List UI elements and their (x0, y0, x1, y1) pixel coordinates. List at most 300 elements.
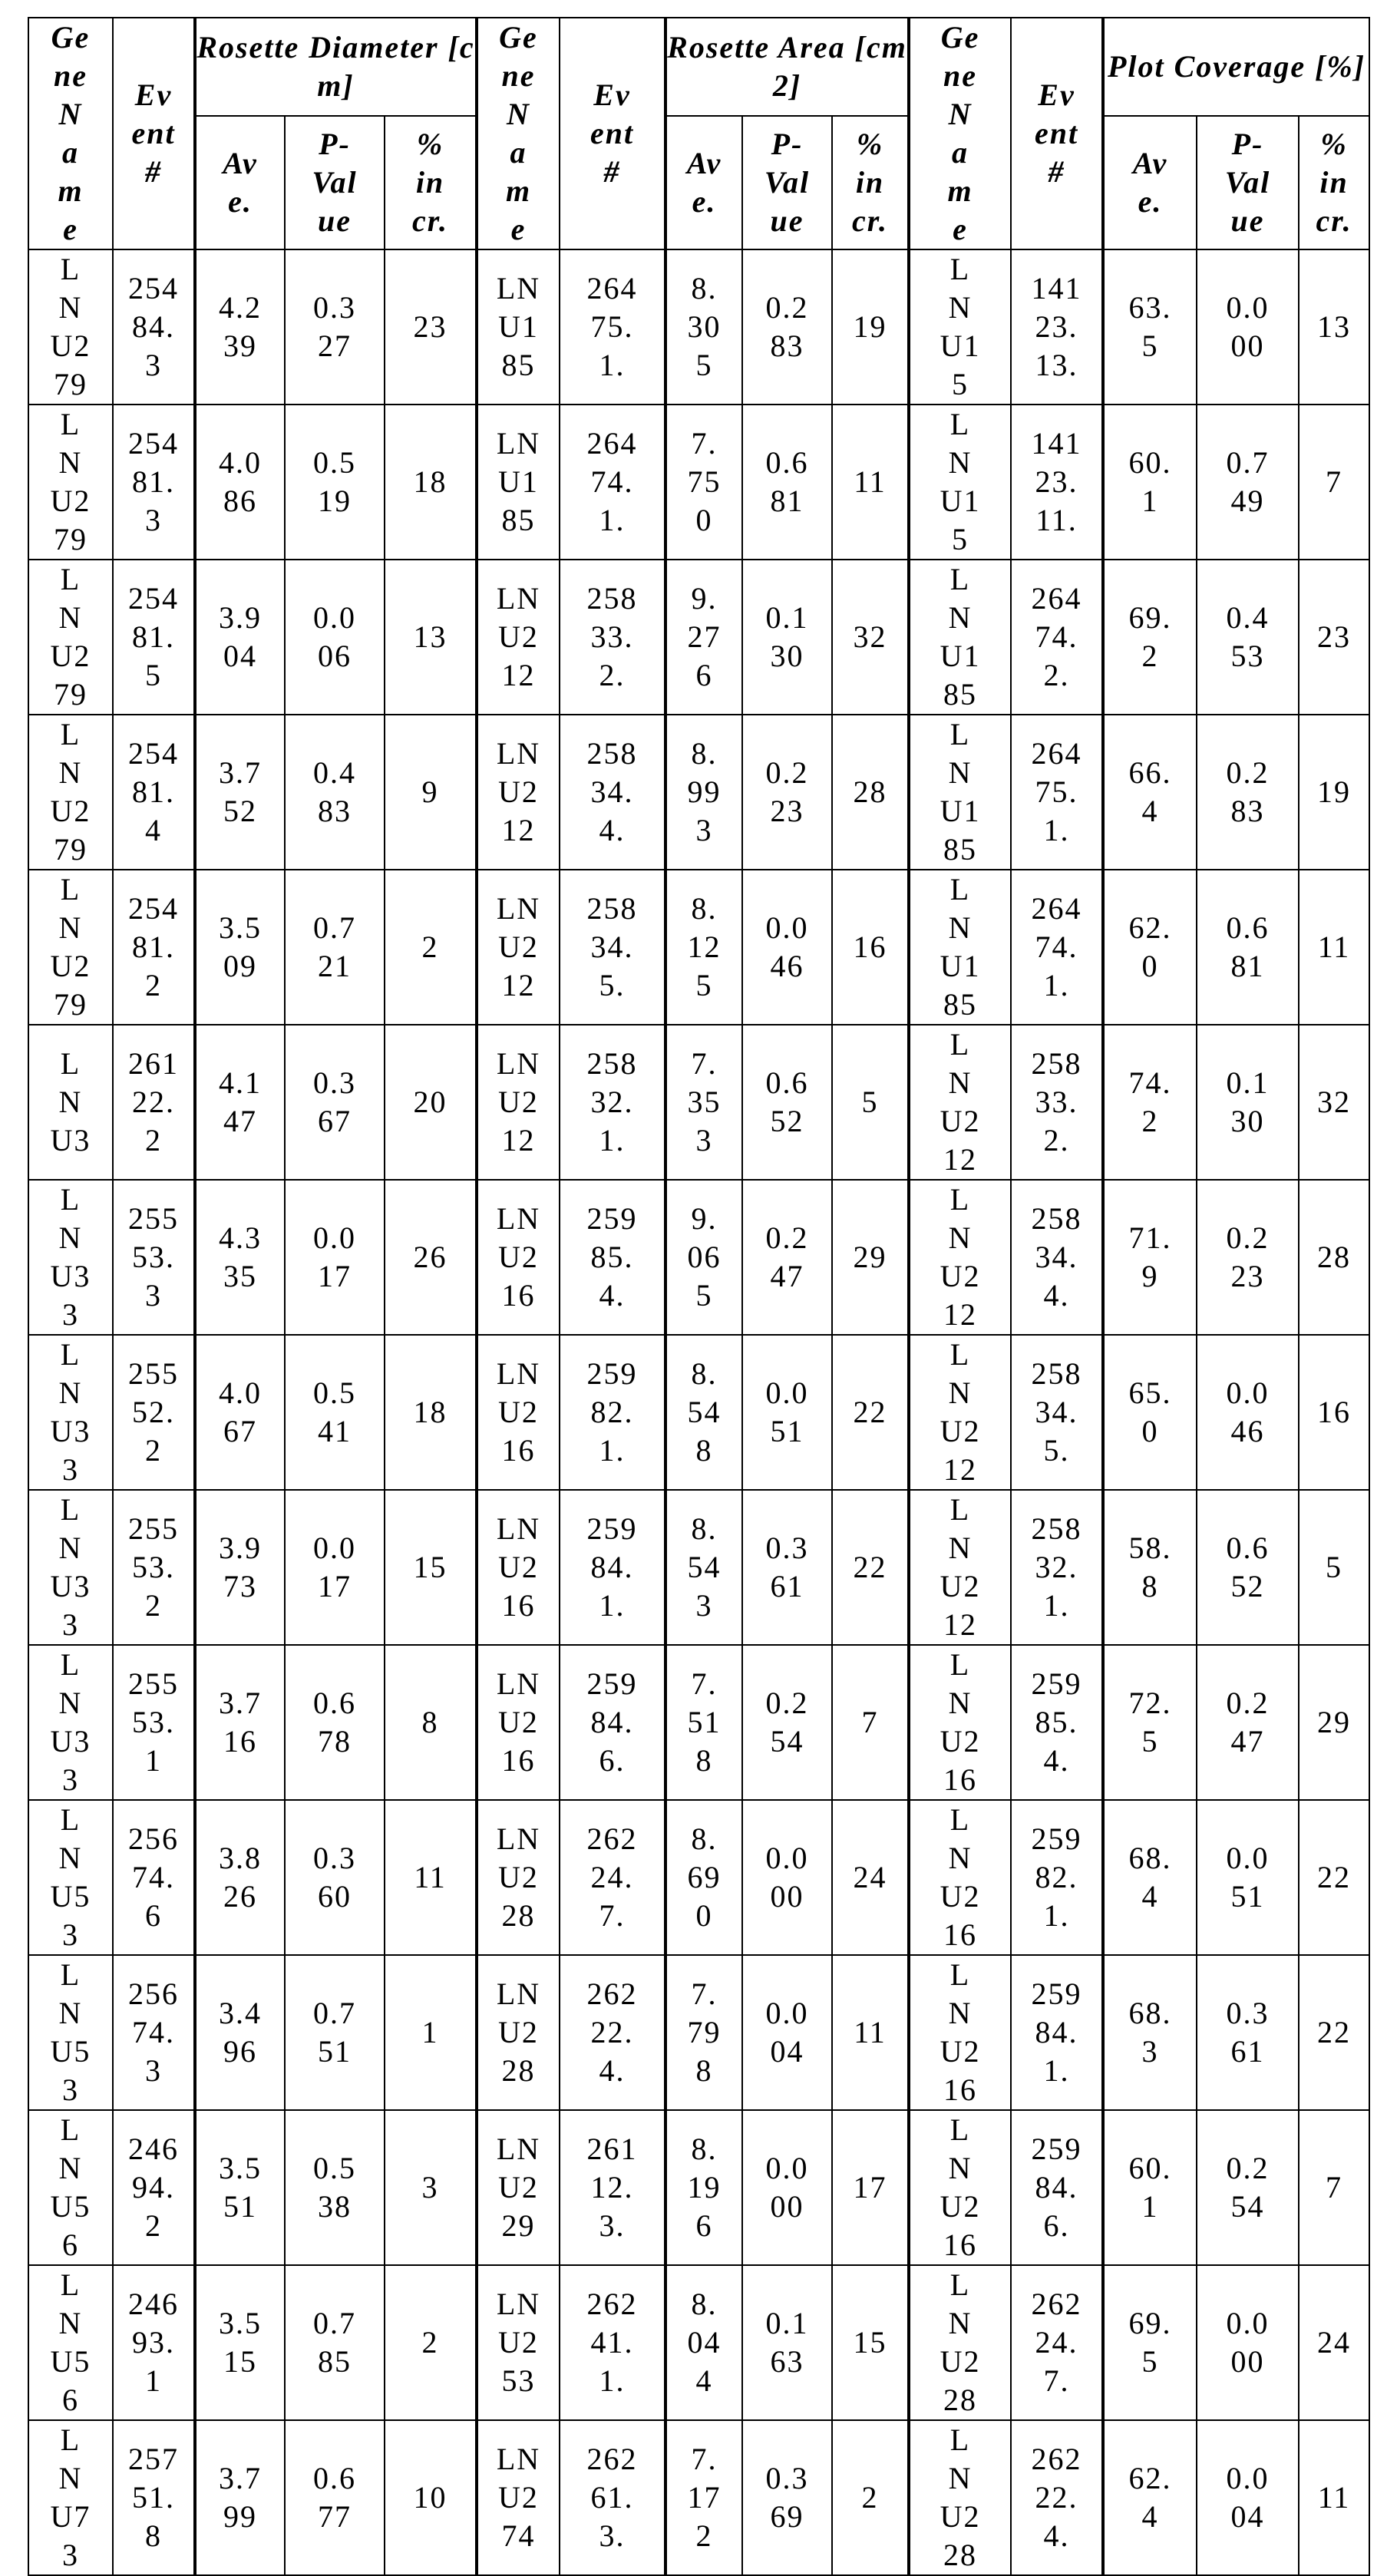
cell-pct-incr (385, 405, 477, 560)
ave-value: 66.4 (1127, 754, 1174, 831)
gene-name-value: LNU212 (491, 1045, 547, 1160)
header-gene-name (28, 18, 113, 249)
pct-incr-value: 22 (847, 1548, 893, 1587)
ave-value: 3.551 (216, 2149, 264, 2226)
ave-value: 62.0 (1127, 909, 1174, 986)
cell-gene-name (28, 1025, 113, 1180)
cell-gene-name (477, 1955, 560, 2110)
cell-event (1011, 1490, 1103, 1645)
cell-gene-name (909, 1645, 1011, 1800)
cell-p-value (1197, 1645, 1299, 1800)
cell-pct-incr (832, 1645, 909, 1800)
event-value: 25985.4. (1031, 1665, 1083, 1780)
gene-name-value: LNU212 (939, 1491, 982, 1644)
cell-gene-name (477, 2420, 560, 2575)
ave-value: 8.993 (688, 735, 722, 850)
pct-incr-value: 11 (1311, 2479, 1357, 2517)
gene-name-value: LNU279 (49, 560, 92, 714)
header-pct-incr-label: % incr. (1314, 125, 1354, 240)
cell-p-value (285, 249, 385, 405)
cell-pct-incr (1299, 2420, 1369, 2575)
event-value: 25481.4 (127, 735, 180, 850)
event-value: 26474.1. (586, 424, 639, 540)
pct-incr-value: 16 (847, 928, 893, 966)
cell-ave (195, 2420, 285, 2575)
ave-value: 7.353 (688, 1045, 722, 1160)
ave-value: 8.196 (688, 2130, 722, 2245)
gene-name-value: LNU53 (49, 1956, 92, 2109)
cell-gene-name (477, 1025, 560, 1180)
cell-p-value (1197, 2110, 1299, 2265)
p-value-value: 0.538 (306, 2149, 363, 2226)
cell-event (560, 1645, 665, 1800)
table-row (28, 2420, 1369, 2575)
cell-p-value (285, 2110, 385, 2265)
ave-value: 3.826 (216, 1839, 264, 1916)
cell-event (1011, 405, 1103, 560)
p-value-value: 0.453 (1226, 599, 1270, 675)
header-gene-name-label: Gene Name (51, 18, 91, 249)
ave-value: 4.067 (216, 1374, 264, 1451)
cell-p-value (1197, 2420, 1299, 2575)
gene-name-value: LNU33 (49, 1491, 92, 1644)
event-value: 25984.1. (586, 1510, 639, 1625)
cell-pct-incr (832, 870, 909, 1025)
cell-event (1011, 1025, 1103, 1180)
header-group-2 (1103, 18, 1369, 116)
event-value: 25553.2 (127, 1510, 180, 1625)
cell-ave (1103, 1490, 1197, 1645)
p-value-value: 0.046 (765, 909, 810, 986)
p-value-value: 0.000 (1226, 2304, 1270, 2381)
header-p-value-label: P-Value (1224, 125, 1273, 240)
pct-incr-value: 13 (1311, 308, 1357, 346)
cell-gene-name (28, 2265, 113, 2420)
cell-p-value (742, 1490, 832, 1645)
cell-p-value (742, 1335, 832, 1490)
pct-incr-value: 32 (1311, 1083, 1357, 1121)
event-value: 14123.11. (1031, 424, 1083, 540)
cell-p-value (742, 1955, 832, 2110)
cell-ave (665, 560, 742, 715)
event-value: 25982.1. (586, 1355, 639, 1470)
gene-name-value: LNU229 (491, 2130, 547, 2245)
cell-event (113, 2420, 195, 2575)
ave-value: 8.548 (688, 1355, 722, 1470)
cell-gene-name (909, 1180, 1011, 1335)
event-value: 26122.2 (127, 1045, 180, 1160)
ave-value: 8.125 (688, 890, 722, 1005)
p-value-value: 0.004 (1226, 2459, 1270, 2536)
cell-pct-incr (832, 2265, 909, 2420)
ave-value: 8.305 (688, 269, 722, 385)
cell-event (560, 1335, 665, 1490)
cell-gene-name (28, 870, 113, 1025)
cell-ave (1103, 1025, 1197, 1180)
pct-incr-value: 17 (847, 2168, 893, 2207)
cell-pct-incr (385, 1335, 477, 1490)
cell-pct-incr (832, 405, 909, 560)
gene-name-value: LNU73 (49, 2421, 92, 2574)
header-p-value-label: P-Value (763, 125, 812, 240)
cell-ave (195, 1180, 285, 1335)
cell-pct-incr (1299, 560, 1369, 715)
cell-pct-incr (832, 1180, 909, 1335)
cell-pct-incr (1299, 870, 1369, 1025)
cell-ave (195, 1335, 285, 1490)
cell-event (1011, 1180, 1103, 1335)
gene-name-value: LNU228 (939, 2266, 982, 2419)
cell-pct-incr (1299, 1335, 1369, 1490)
p-value-value: 0.785 (306, 2304, 363, 2381)
cell-p-value (285, 1335, 385, 1490)
gene-name-value: LNU216 (491, 1665, 547, 1780)
header-ave (1103, 116, 1197, 249)
cell-pct-incr (1299, 1490, 1369, 1645)
ave-value: 7.172 (688, 2440, 722, 2555)
pct-incr-value: 23 (1311, 618, 1357, 656)
ave-value: 68.3 (1127, 1994, 1174, 2071)
pct-incr-value: 7 (1311, 2168, 1357, 2207)
cell-event (560, 1800, 665, 1955)
cell-p-value (285, 405, 385, 560)
event-value: 26241.1. (586, 2285, 639, 2400)
cell-gene-name (28, 249, 113, 405)
cell-ave (1103, 2265, 1197, 2420)
cell-ave (665, 2110, 742, 2265)
cell-gene-name (28, 1180, 113, 1335)
gene-name-value: LNU279 (49, 715, 92, 869)
cell-p-value (285, 2420, 385, 2575)
p-value-value: 0.369 (765, 2459, 810, 2536)
cell-event (113, 405, 195, 560)
table-row (28, 1180, 1369, 1335)
ave-value: 69.2 (1127, 599, 1174, 675)
cell-pct-incr (832, 2420, 909, 2575)
p-value-value: 0.254 (1226, 2149, 1270, 2226)
cell-event (1011, 1645, 1103, 1800)
cell-p-value (1197, 1490, 1299, 1645)
table-row (28, 1025, 1369, 1180)
cell-pct-incr (1299, 249, 1369, 405)
cell-event (113, 1335, 195, 1490)
cell-p-value (1197, 560, 1299, 715)
event-value: 25481.2 (127, 890, 180, 1005)
header-gene-name (477, 18, 560, 249)
cell-event (560, 715, 665, 870)
gene-name-value: LNU216 (491, 1355, 547, 1470)
cell-pct-incr (385, 1490, 477, 1645)
pct-incr-value: 13 (408, 618, 454, 656)
gene-name-value: LNU33 (49, 1181, 92, 1334)
cell-p-value (1197, 249, 1299, 405)
table-row (28, 2110, 1369, 2265)
p-value-value: 0.017 (306, 1529, 363, 1606)
cell-event (560, 1025, 665, 1180)
cell-gene-name (477, 1490, 560, 1645)
ave-value: 3.716 (216, 1684, 264, 1761)
ave-value: 3.799 (216, 2459, 264, 2536)
ave-value: 3.515 (216, 2304, 264, 2381)
cell-pct-incr (1299, 1025, 1369, 1180)
cell-gene-name (909, 2265, 1011, 2420)
ave-value: 8.690 (688, 1820, 722, 1935)
event-value: 25751.8 (127, 2440, 180, 2555)
cell-p-value (1197, 405, 1299, 560)
event-value: 25552.2 (127, 1355, 180, 1470)
event-value: 24694.2 (127, 2130, 180, 2245)
cell-pct-incr (1299, 2265, 1369, 2420)
cell-event (113, 1955, 195, 2110)
header-ave (195, 116, 285, 249)
cell-p-value (742, 1025, 832, 1180)
ave-value: 9.276 (688, 580, 722, 695)
pct-incr-value: 28 (1311, 1238, 1357, 1276)
pct-incr-value: 15 (408, 1548, 454, 1587)
cell-pct-incr (1299, 1955, 1369, 2110)
p-value-value: 0.367 (306, 1064, 363, 1141)
cell-pct-incr (832, 715, 909, 870)
pct-incr-value: 26 (408, 1238, 454, 1276)
pct-incr-value: 29 (1311, 1703, 1357, 1742)
ave-value: 3.752 (216, 754, 264, 831)
ave-value: 58.8 (1127, 1529, 1174, 1606)
cell-ave (665, 1335, 742, 1490)
cell-event (560, 870, 665, 1025)
cell-pct-incr (1299, 1180, 1369, 1335)
ave-value: 63.5 (1127, 289, 1174, 365)
header-event-label: Event # (588, 76, 637, 191)
cell-gene-name (909, 870, 1011, 1025)
pct-incr-value: 5 (847, 1083, 893, 1121)
p-value-value: 0.254 (765, 1684, 810, 1761)
pct-incr-value: 18 (408, 1393, 454, 1432)
cell-pct-incr (832, 2110, 909, 2265)
cell-ave (1103, 1800, 1197, 1955)
cell-gene-name (909, 1025, 1011, 1180)
event-value: 26112.3. (586, 2130, 639, 2245)
p-value-value: 0.130 (765, 599, 810, 675)
gene-name-value: LNU212 (491, 735, 547, 850)
gene-name-value: LNU216 (491, 1200, 547, 1315)
pct-incr-value: 28 (847, 773, 893, 811)
header-event-label: Event # (1032, 76, 1082, 191)
cell-event (1011, 560, 1103, 715)
cell-event (1011, 2265, 1103, 2420)
cell-event (113, 715, 195, 870)
cell-gene-name (909, 1800, 1011, 1955)
cell-pct-incr (832, 1800, 909, 1955)
header-p-value-label: P-Value (310, 125, 359, 240)
event-value: 26475.1. (1031, 735, 1083, 850)
p-value-value: 0.000 (765, 2149, 810, 2226)
pct-incr-value: 22 (1311, 2013, 1357, 2052)
table-row (28, 1800, 1369, 1955)
ave-value: 69.5 (1127, 2304, 1174, 2381)
pct-incr-value: 24 (847, 1858, 893, 1897)
cell-ave (195, 1490, 285, 1645)
results-table (28, 17, 1370, 2576)
cell-ave (195, 2265, 285, 2420)
p-value-value: 0.749 (1226, 444, 1270, 520)
cell-event (113, 1800, 195, 1955)
cell-p-value (1197, 715, 1299, 870)
cell-pct-incr (385, 2420, 477, 2575)
cell-ave (1103, 405, 1197, 560)
header-p-value (285, 116, 385, 249)
header-ave-label: Ave. (216, 144, 265, 221)
pct-incr-value: 29 (847, 1238, 893, 1276)
cell-event (560, 2110, 665, 2265)
pct-incr-value: 11 (408, 1858, 454, 1897)
table-row (28, 405, 1369, 560)
gene-name-value: LNU185 (939, 560, 982, 714)
table-row (28, 1955, 1369, 2110)
cell-ave (665, 1025, 742, 1180)
cell-event (1011, 1955, 1103, 2110)
p-value-value: 0.751 (306, 1994, 363, 2071)
cell-p-value (742, 870, 832, 1025)
cell-gene-name (28, 1490, 113, 1645)
cell-event (113, 1490, 195, 1645)
cell-gene-name (28, 560, 113, 715)
pct-incr-value: 19 (1311, 773, 1357, 811)
cell-ave (195, 1955, 285, 2110)
ave-value: 4.086 (216, 444, 264, 520)
cell-gene-name (28, 715, 113, 870)
ave-value: 4.335 (216, 1219, 264, 1296)
p-value-value: 0.051 (1226, 1839, 1270, 1916)
cell-gene-name (909, 2420, 1011, 2575)
pct-incr-value: 7 (1311, 463, 1357, 501)
header-pct-incr (1299, 116, 1369, 249)
gene-name-value: LNU56 (49, 2266, 92, 2419)
header-group-1 (665, 18, 909, 116)
header-group-2-label: Plot Coverage [%] (1108, 48, 1366, 86)
gene-name-value: LNU279 (49, 250, 92, 404)
pct-incr-value: 16 (1311, 1393, 1357, 1432)
cell-pct-incr (1299, 405, 1369, 560)
header-ave (665, 116, 742, 249)
event-value: 14123.13. (1031, 269, 1083, 385)
cell-ave (665, 249, 742, 405)
table-row (28, 560, 1369, 715)
cell-pct-incr (1299, 1800, 1369, 1955)
gene-name-value: LNU185 (939, 870, 982, 1024)
cell-ave (1103, 249, 1197, 405)
header-pct-incr (832, 116, 909, 249)
gene-name-value: LNU212 (939, 1181, 982, 1334)
cell-pct-incr (832, 1955, 909, 2110)
cell-ave (195, 405, 285, 560)
header-pct-incr-label: % incr. (850, 125, 890, 240)
gene-name-value: LNU228 (491, 1975, 547, 2090)
table-row (28, 1335, 1369, 1490)
cell-gene-name (909, 560, 1011, 715)
cell-p-value (1197, 1955, 1299, 2110)
gene-name-value: LNU212 (939, 1336, 982, 1489)
p-value-value: 0.652 (765, 1064, 810, 1141)
event-value: 25481.3 (127, 424, 180, 540)
cell-p-value (285, 715, 385, 870)
gene-name-value: LNU212 (491, 580, 547, 695)
cell-ave (1103, 870, 1197, 1025)
pct-incr-value: 8 (408, 1703, 454, 1742)
cell-p-value (742, 2420, 832, 2575)
cell-pct-incr (385, 870, 477, 1025)
cell-p-value (285, 1180, 385, 1335)
cell-event (113, 560, 195, 715)
cell-p-value (742, 560, 832, 715)
cell-p-value (285, 1025, 385, 1180)
table-row (28, 1645, 1369, 1800)
ave-value: 8.543 (688, 1510, 722, 1625)
ave-value: 7.518 (688, 1665, 722, 1780)
cell-p-value (742, 1800, 832, 1955)
cell-gene-name (909, 1955, 1011, 2110)
event-value: 25984.6. (586, 1665, 639, 1780)
gene-name-value: LNU33 (49, 1336, 92, 1489)
pct-incr-value: 15 (847, 2323, 893, 2362)
cell-pct-incr (385, 1180, 477, 1335)
cell-gene-name (28, 1335, 113, 1490)
cell-pct-incr (832, 1335, 909, 1490)
ave-value: 3.973 (216, 1529, 264, 1606)
table-row (28, 870, 1369, 1025)
cell-event (113, 249, 195, 405)
gene-name-value: LNU56 (49, 2111, 92, 2264)
cell-ave (665, 405, 742, 560)
cell-event (1011, 1335, 1103, 1490)
p-value-value: 0.360 (306, 1839, 363, 1916)
gene-name-value: LNU253 (491, 2285, 547, 2400)
cell-ave (665, 1490, 742, 1645)
cell-p-value (1197, 1335, 1299, 1490)
p-value-value: 0.223 (765, 754, 810, 831)
cell-event (560, 405, 665, 560)
pct-incr-value: 18 (408, 463, 454, 501)
cell-p-value (1197, 1025, 1299, 1180)
event-value: 25674.3 (127, 1975, 180, 2090)
cell-gene-name (909, 715, 1011, 870)
p-value-value: 0.046 (1226, 1374, 1270, 1451)
cell-ave (1103, 1180, 1197, 1335)
gene-name-value: LNU212 (939, 1025, 982, 1179)
p-value-value: 0.017 (306, 1219, 363, 1296)
event-value: 25674.6 (127, 1820, 180, 1935)
gene-name-value: LNU15 (939, 405, 982, 559)
gene-name-value: LNU279 (49, 870, 92, 1024)
p-value-value: 0.247 (765, 1219, 810, 1296)
event-value: 25834.5. (1031, 1355, 1083, 1470)
pct-incr-value: 7 (847, 1703, 893, 1742)
cell-p-value (742, 2265, 832, 2420)
ave-value: 68.4 (1127, 1839, 1174, 1916)
header-group-0 (195, 18, 477, 116)
header-group-1-label: Rosette Area [cm2] (667, 28, 907, 105)
cell-p-value (742, 249, 832, 405)
header-p-value (1197, 116, 1299, 249)
cell-ave (665, 2420, 742, 2575)
cell-p-value (285, 560, 385, 715)
event-value: 25982.1. (1031, 1820, 1083, 1935)
cell-event (1011, 2420, 1103, 2575)
cell-pct-incr (385, 2110, 477, 2265)
pct-incr-value: 2 (847, 2479, 893, 2517)
event-value: 25834.4. (1031, 1200, 1083, 1315)
p-value-value: 0.681 (765, 444, 810, 520)
cell-ave (1103, 2420, 1197, 2575)
